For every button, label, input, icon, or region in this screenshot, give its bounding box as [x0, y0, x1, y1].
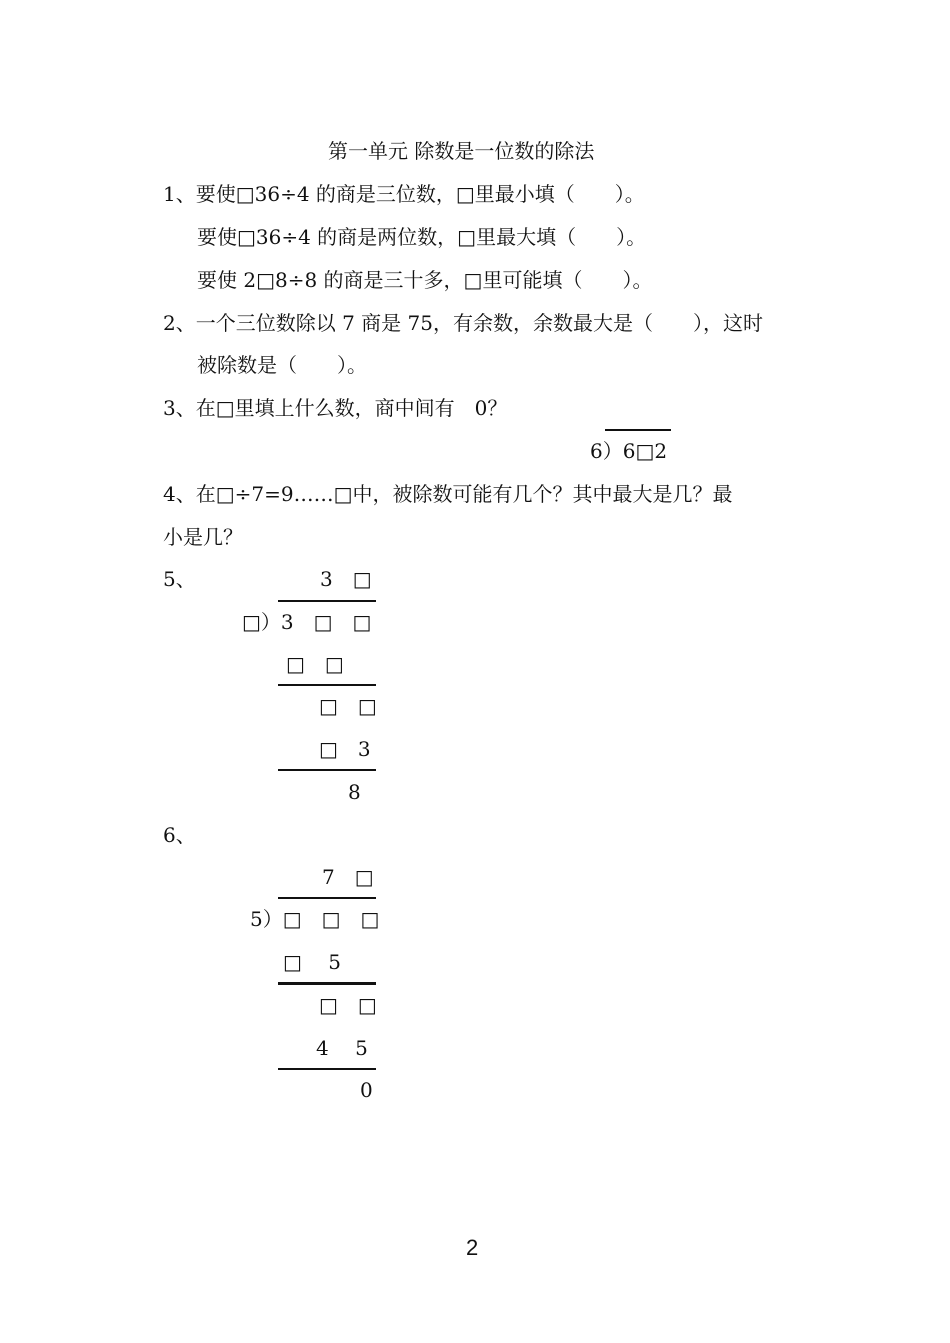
question-6-divisor-dividend: 5）□ □ □	[250, 907, 380, 931]
question-6-step-1: □ 5	[283, 950, 341, 974]
question-3-text: 3、在□里填上什么数，商中间有 0？	[163, 396, 508, 420]
question-3-expression: 6）6□2	[590, 439, 668, 463]
question-5-divisor-dividend: □）3 □ □	[242, 610, 372, 634]
question-5-step-3: □ 3	[319, 737, 371, 761]
question-1-line-c: 要使 2□8÷8 的商是三十多，□里可能填（ ）。	[197, 268, 653, 292]
question-1-line-b: 要使□36÷4 的商是两位数，□里最大填（ ）。	[197, 225, 647, 249]
question-5-subtraction-line-2	[278, 769, 376, 771]
question-6-subtraction-line-1	[278, 982, 376, 985]
question-2-line-2: 被除数是（ ）。	[197, 353, 367, 377]
question-2-line-1: 2、一个三位数除以 7 商是 75，有余数，余数最大是（ ），这时	[163, 311, 763, 335]
question-6-remainder: 0	[360, 1078, 373, 1102]
question-6-step-2: □ □	[319, 993, 377, 1017]
question-5-division-bar	[278, 600, 376, 602]
question-1-line-a: 1、要使□36÷4 的商是三位数，□里最小填（ ）。	[163, 182, 645, 206]
question-5-label: 5、	[163, 567, 196, 591]
question-6-step-3: 4 5	[316, 1036, 368, 1060]
question-5-step-2: □ □	[319, 694, 377, 718]
question-5-quotient: 3 □	[320, 567, 372, 591]
question-6-label: 6、	[163, 823, 196, 847]
question-5-subtraction-line-1	[278, 684, 376, 686]
page-title: 第一单元 除数是一位数的除法	[328, 139, 595, 163]
page-number: 2	[466, 1235, 479, 1260]
question-3-division-bar	[605, 429, 671, 431]
question-4-line-1: 4、在□÷7=9……□中，被除数可能有几个？其中最大是几？最	[163, 482, 733, 506]
question-4-line-2: 小是几？	[163, 525, 243, 549]
question-6-quotient: 7 □	[322, 865, 374, 889]
question-5-step-1: □ □	[286, 652, 344, 676]
question-6-division-bar	[278, 897, 376, 899]
question-6-subtraction-line-2	[278, 1068, 376, 1070]
question-5-remainder: 8	[348, 780, 361, 804]
